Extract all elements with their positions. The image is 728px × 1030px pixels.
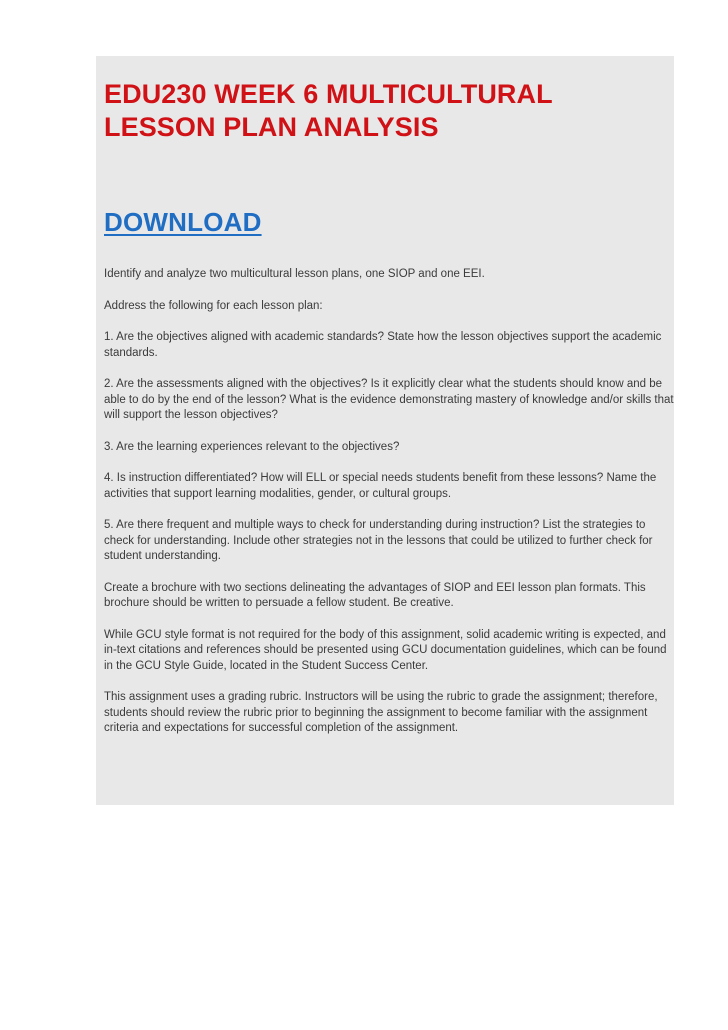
paragraph-grading-rubric: This assignment uses a grading rubric. Instructors will be using the rubric to grade the assignment; therefore, students should review the rubric prior to beginning the assignment to become familiar with the assignment criteria and expectations for successful completion of the assignment.: [104, 691, 658, 734]
assignment-body: [104, 267, 674, 737]
paragraph-gcu-style: While GCU style format is not required for the body of this assignment, solid academic writing is expected, and in-text citations and references should be presented using GCU documentation guidelines, which can be found in the GCU Style Guide, located in the Student Success Center.: [104, 628, 667, 672]
download-link-container: [104, 207, 262, 237]
download-link[interactable]: DOWNLOAD: [104, 207, 262, 237]
paragraph-question-5: 5. Are there frequent and multiple ways to check for understanding during instruction? List the strategies to check for understanding. Include other strategies not in the lessons that could be utilized to further check for student understanding.: [104, 519, 653, 562]
paragraph-brochure: Create a brochure with two sections delineating the advantages of SIOP and EEI lesson plan formats. This brochure should be written to persuade a fellow student. Be creative.: [104, 581, 646, 609]
paragraph-question-4: 4. Is instruction differentiated? How will ELL or special needs students benefit from these lessons? Name the activities that support learning modalities, gender, or cultural groups.: [104, 472, 657, 500]
paragraph-question-3: 3. Are the learning experiences relevant to the objectives?: [104, 440, 400, 453]
paragraph-question-1: 1. Are the objectives aligned with academic standards? State how the lesson objectives support the academic standards.: [104, 331, 662, 359]
paragraph-intro: Identify and analyze two multicultural lesson plans, one SIOP and one EEI.: [104, 268, 485, 280]
page-title: EDU230 WEEK 6 MULTICULTURAL LESSON PLAN ANALYSIS: [104, 79, 553, 142]
content-block: [96, 56, 674, 805]
paragraph-question-2: 2. Are the assessments aligned with the objectives? Is it explicitly clear what the students should know and be able to do by the end of the lesson? What is the evidence demonstrating mastery of knowledge and/or skills that will support the lesson objectives?: [104, 378, 674, 421]
paragraph-address: Address the following for each lesson plan:: [104, 299, 323, 312]
